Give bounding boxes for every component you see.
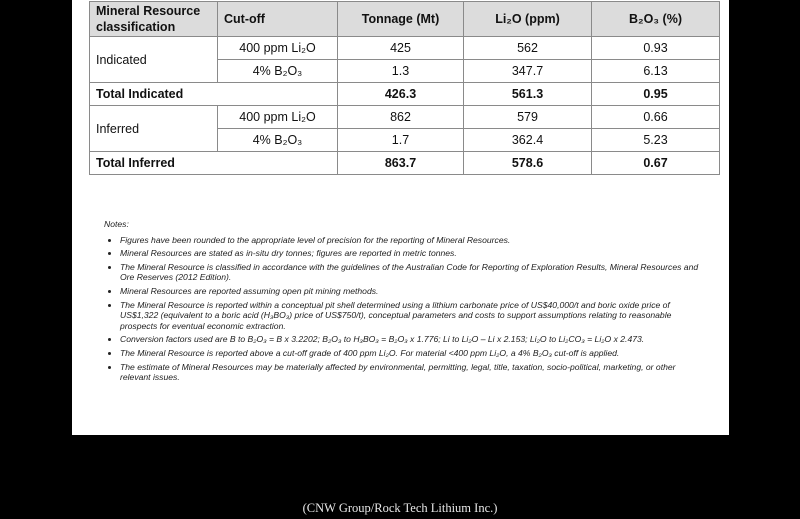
tonnage-cell: 1.7: [338, 129, 464, 152]
tonnage-cell: 1.3: [338, 60, 464, 83]
class-inferred: Inferred: [90, 106, 218, 152]
li2o-cell: 579: [464, 106, 592, 129]
header-cutoff: Cut-off: [218, 2, 338, 37]
document-image: [72, 0, 729, 435]
tonnage-cell: 426.3: [338, 83, 464, 106]
table-header-row: [90, 2, 720, 37]
cutoff-cell: 400 ppm Li₂O: [218, 106, 338, 129]
b2o3-cell: 0.95: [592, 83, 720, 106]
notes-section: [104, 219, 704, 386]
photo-caption: (CNW Group/Rock Tech Lithium Inc.): [302, 501, 498, 515]
b2o3-cell: 0.93: [592, 37, 720, 60]
notes-list: [104, 235, 704, 383]
header-b2o3: B₂O₃ (%): [592, 2, 720, 37]
total-row: [90, 152, 720, 175]
tonnage-cell: 862: [338, 106, 464, 129]
list-item: • Mineral Resources are stated as in-situ dry tonnes; figures are reported in metric tonnes.: [120, 248, 704, 259]
b2o3-cell: 5.23: [592, 129, 720, 152]
list-item: • Figures have been rounded to the appropriate level of precision for the reporting of Mineral Resources.: [120, 235, 704, 246]
list-item: • The Mineral Resource is reported within a conceptual pit shell determined using a lithium carbonate price of US$40,000/t and boric oxide price of US$1,322 (equivalent to a boric acid (H₃BO₃) price of US$750/t), conceptual parameters and costs to support assumptions relating to reasonable prospects for eventual economic extraction.: [120, 300, 704, 332]
list-item: • The Mineral Resource is classified in accordance with the guidelines of the Australian Code for Reporting of Exploration Results, Mineral Resources and Ore Reserves (2012 Edition).: [120, 262, 704, 283]
cutoff-cell: 4% B₂O₃: [218, 129, 338, 152]
cutoff-cell: 400 ppm Li₂O: [218, 37, 338, 60]
table-row: [90, 106, 720, 129]
li2o-cell: 561.3: [464, 83, 592, 106]
mineral-resource-table: [89, 1, 720, 175]
list-item: • Conversion factors used are B to B₂O₃ = B x 3.2202; B₂O₃ to H₃BO₃ = B₂O₃ x 1.776; Li to Li₂O – Li x 2.153; Li₂O to Li₂CO₃ = Li₂O x 2.473.: [120, 334, 704, 345]
class-indicated: Indicated: [90, 37, 218, 83]
list-item: • The estimate of Mineral Resources may be materially affected by environmental, permitting, legal, title, taxation, socio-political, marketing, or other relevant issues.: [120, 362, 704, 383]
total-row: [90, 83, 720, 106]
list-item: • Mineral Resources are reported assuming open pit mining methods.: [120, 286, 704, 297]
cutoff-cell: 4% B₂O₃: [218, 60, 338, 83]
li2o-cell: 562: [464, 37, 592, 60]
tonnage-cell: 863.7: [338, 152, 464, 175]
header-tonnage: Tonnage (Mt): [338, 2, 464, 37]
header-li2o: Li₂O (ppm): [464, 2, 592, 37]
table-row: [90, 37, 720, 60]
list-item: • The Mineral Resource is reported above a cut-off grade of 400 ppm Li₂O. For material <400 ppm Li₂O, a 4% B₂O₃ cut-off is applied.: [120, 348, 704, 359]
header-classification: Mineral Resource classification: [90, 2, 218, 37]
b2o3-cell: 6.13: [592, 60, 720, 83]
total-indicated-label: Total Indicated: [90, 83, 338, 106]
li2o-cell: 362.4: [464, 129, 592, 152]
b2o3-cell: 0.66: [592, 106, 720, 129]
li2o-cell: 578.6: [464, 152, 592, 175]
b2o3-cell: 0.67: [592, 152, 720, 175]
total-inferred-label: Total Inferred: [90, 152, 338, 175]
tonnage-cell: 425: [338, 37, 464, 60]
notes-heading: Notes:: [104, 219, 129, 229]
li2o-cell: 347.7: [464, 60, 592, 83]
